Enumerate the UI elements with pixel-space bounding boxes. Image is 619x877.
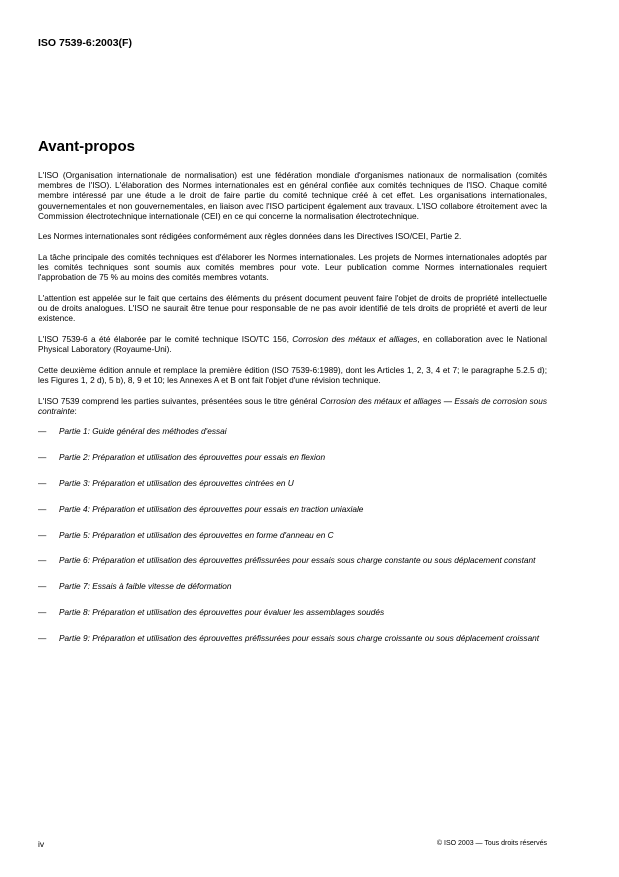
list-dash: — [38, 606, 47, 617]
list-item [38, 504, 547, 514]
list-item [38, 452, 547, 462]
paragraph-patent-rights: L'attention est appelée sur le fait que certains des éléments du présent document peuvent faire l'objet de droits de propriété intellectuelle ou de droits analogues. L'ISO ne saurait être tenue pour responsable de ne pas avoir identifié de tels droits de propriété et averti de leur existence. [38, 293, 547, 324]
list-item [38, 478, 547, 488]
page-number: iv [38, 839, 45, 849]
paragraph-edition-revision: Cette deuxième édition annule et remplace la première édition (ISO 7539-6:1989), dont les Articles 1, 2, 3, 4 et 7; le paragraphe 5.2.5 d); les Figures 1, 2 d), 5 b), 8, 9 et 10; les Annexes A et B ont fait l'objet d'une révision technique. [38, 364, 547, 385]
foreword-body [38, 170, 547, 659]
paragraph-technical-committees: La tâche principale des comités techniques est d'élaborer les Normes internationales. Les projets de Normes internationales adoptés par les comités techniques sont soumis aux comités membres pour vote. Leur publication comme Normes internationales requiert l'approbation de 75 % au moins des comités membres votants. [38, 252, 547, 283]
list-item [38, 633, 547, 643]
list-dash: — [38, 426, 47, 437]
page-title: Avant-propos [38, 138, 135, 155]
list-item [38, 607, 547, 617]
list-dash: — [38, 529, 47, 540]
prepared-by-text-end: , en collaboration avec le National Physical Laboratory (Royaume-Uni). [38, 334, 548, 355]
part-title: Partie 4: Préparation et utilisation des éprouvettes pour essais en traction uniaxiale [59, 503, 364, 514]
list-dash: — [38, 477, 47, 488]
list-dash: — [38, 452, 47, 463]
part-title: Partie 8: Préparation et utilisation des éprouvettes pour évaluer les assemblages soudés [59, 606, 385, 617]
list-item [38, 530, 547, 540]
committee-title: Corrosion des métaux et alliages [292, 334, 418, 344]
part-title: Partie 6: Préparation et utilisation des éprouvettes préfissurées pour essais sous charge constante ou sous déplacement constant [59, 555, 536, 566]
paragraph-iso-organisation: L'ISO (Organisation internationale de normalisation) est une fédération mondiale d'organismes nationaux de normalisation (comités membres de l'ISO). L'élaboration des Normes internationales est en général confiée aux comités techniques de l'ISO. Chaque comité membre intéressé par une étude a le droit de faire partie du comité technique créé à cet effet. Les organisations internationales, gouvernementales et non gouvernementales, en liaison avec l'ISO participent également aux travaux. L'ISO collabore étroitement avec la Commission électrotechnique internationale (CEI) en ce qui concerne la normalisation électrotechnique. [38, 170, 547, 221]
part-title: Partie 5: Préparation et utilisation des éprouvettes en forme d'anneau en C [59, 529, 334, 540]
list-dash: — [38, 503, 47, 514]
parts-list [38, 426, 547, 643]
paragraph-prepared-by [38, 334, 547, 354]
part-title: Partie 9: Préparation et utilisation des éprouvettes préfissurées pour essais sous charge croissante ou sous déplacement croissant [59, 632, 540, 643]
general-title: Corrosion des métaux et alliages — Essais de corrosion sous contrainte [38, 395, 548, 416]
list-dash: — [38, 581, 47, 592]
list-dash: — [38, 632, 47, 643]
prepared-by-text: L'ISO 7539-6 a été élaborée par le comité technique ISO/TC 156, [38, 334, 293, 344]
parts-intro-end: : [74, 405, 77, 416]
document-id-header: ISO 7539-6:2003(F) [38, 37, 132, 49]
list-item [38, 555, 547, 565]
copyright-notice: © ISO 2003 — Tous droits réservés [436, 840, 547, 847]
part-title: Partie 7: Essais à faible vitesse de déformation [59, 581, 232, 592]
list-dash: — [38, 555, 47, 566]
part-title: Partie 3: Préparation et utilisation des éprouvettes cintrées en U [59, 477, 294, 488]
parts-intro-text: L'ISO 7539 comprend les parties suivantes, présentées sous le titre général [38, 395, 320, 406]
part-title: Partie 1: Guide général des méthodes d'essai [59, 426, 227, 437]
part-title: Partie 2: Préparation et utilisation des éprouvettes pour essais en flexion [59, 452, 326, 463]
list-item [38, 581, 547, 591]
list-item [38, 426, 547, 436]
paragraph-directives: Les Normes internationales sont rédigées conformément aux règles données dans les Directives ISO/CEI, Partie 2. [38, 231, 462, 242]
paragraph-parts-intro [38, 396, 547, 416]
